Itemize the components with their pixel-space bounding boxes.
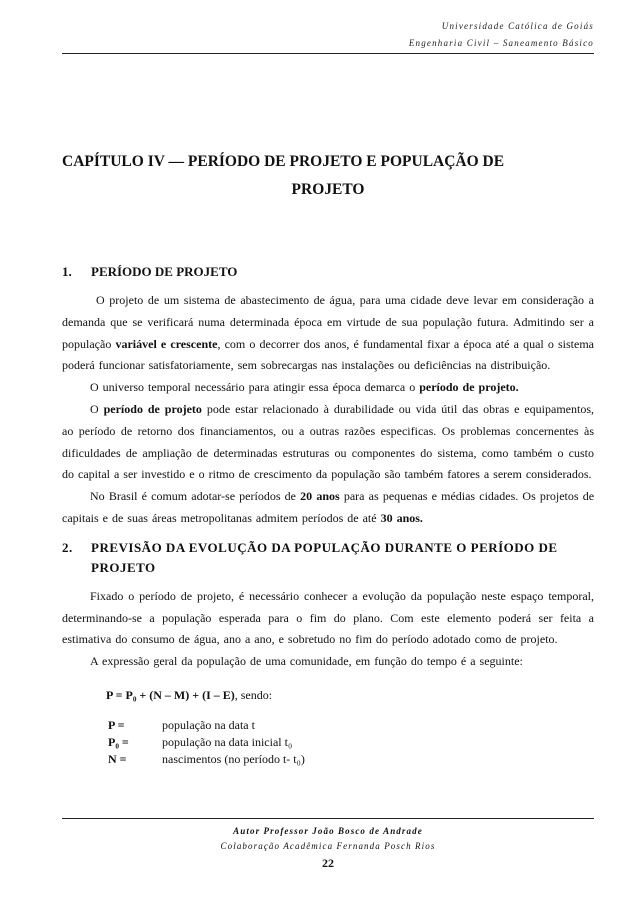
formula-definitions (108, 717, 594, 768)
footer-collaboration: Colaboração Acadêmica Fernanda Posch Rios (220, 841, 436, 851)
page-number: 22 (322, 856, 334, 870)
section2-paragraph1: Fixado o período de projeto, é necessário conhecer a evolução da população neste espaço temporal, determinando-se a população esperada para o fim do plano. Com este elemento poderá ser feita a estimativa do consumo de água, ano a ano, e sobretudo no fim do período adotado como de projeto. (62, 588, 594, 647)
chapter-title (62, 148, 594, 204)
section2-number: 2. (62, 539, 73, 555)
header-rule (62, 53, 594, 54)
definition-description: população na data t (162, 717, 255, 732)
chapter-title-line1: CAPÍTULO IV — PERÍODO DE PROJETO E POPULAÇÃO DE (62, 153, 505, 170)
section2-paragraph2: A expressão geral da população de uma comunidade, em função do tempo é a seguinte: (90, 654, 523, 669)
section2-heading (62, 538, 594, 578)
chapter-title-line2: PROJETO (291, 181, 365, 198)
section1-heading (62, 262, 594, 282)
footer-rule (62, 818, 594, 819)
definition-description: população na data inicial t₀ (162, 734, 293, 749)
definition-term: P = (108, 717, 125, 732)
section1-paragraph4: No Brasil é comum adotar-se períodos de 20 anos para as pequenas e médias cidades. Os projetos de capitais e de suas áreas metropolitanas admitem períodos de até 30 anos. (62, 489, 595, 525)
main-content (62, 262, 594, 768)
definition-term: N = (108, 751, 127, 766)
page-footer (62, 824, 594, 854)
population-formula: P = P₀ + (N – M) + (I – E), sendo: (106, 687, 273, 702)
section1-title: PERÍODO DE PROJETO (91, 264, 238, 279)
definition-row (108, 717, 594, 734)
section1-paragraph3: O período de projeto pode estar relacionado à durabilidade ou vida útil das obras e equipamentos, ao período de retorno dos financiamentos, ou a outras razões especificas. Os problemas concernentes às dificuldades de ampliação de determinadas estruturas ou componentes do sistema, como também o custo do capital a ser investido e o ritmo de crescimento da população são também fatores a serem considerados. (62, 401, 595, 482)
section2-title-line2: PROJETO (91, 559, 156, 575)
running-header (409, 18, 594, 52)
definition-row (108, 751, 594, 768)
section1-paragraph2: O universo temporal necessário para atingir essa época demarca o período de projeto. (90, 380, 519, 395)
definition-term: P₀ = (108, 734, 129, 749)
footer-author: Autor Professor João Bosco de Andrade (233, 826, 423, 836)
section2-title-line1: PREVISÃO DA EVOLUÇÃO DA POPULAÇÃO DURANTE O PERÍODO DE (91, 539, 558, 555)
section1-paragraph1: O projeto de um sistema de abastecimento de água, para uma cidade deve levar em consideração a demanda que se verificará numa determinada época em virtude de sua população futura. Admitindo ser a população variável e crescente, com o decorrer dos anos, é fundamental fixar a época até a qual o sistema poderá funcionar satisfatoriamente, sem sobrecargas nas instalações ou deficiências na distribuição. (62, 293, 594, 373)
definition-row (108, 734, 594, 751)
header-course: Engenharia Civil – Saneamento Básico (408, 38, 594, 48)
section1-number: 1. (62, 264, 72, 279)
definition-description: nascimentos (no período t- t₀) (162, 751, 305, 766)
header-university: Universidade Católica de Goiás (441, 21, 594, 31)
